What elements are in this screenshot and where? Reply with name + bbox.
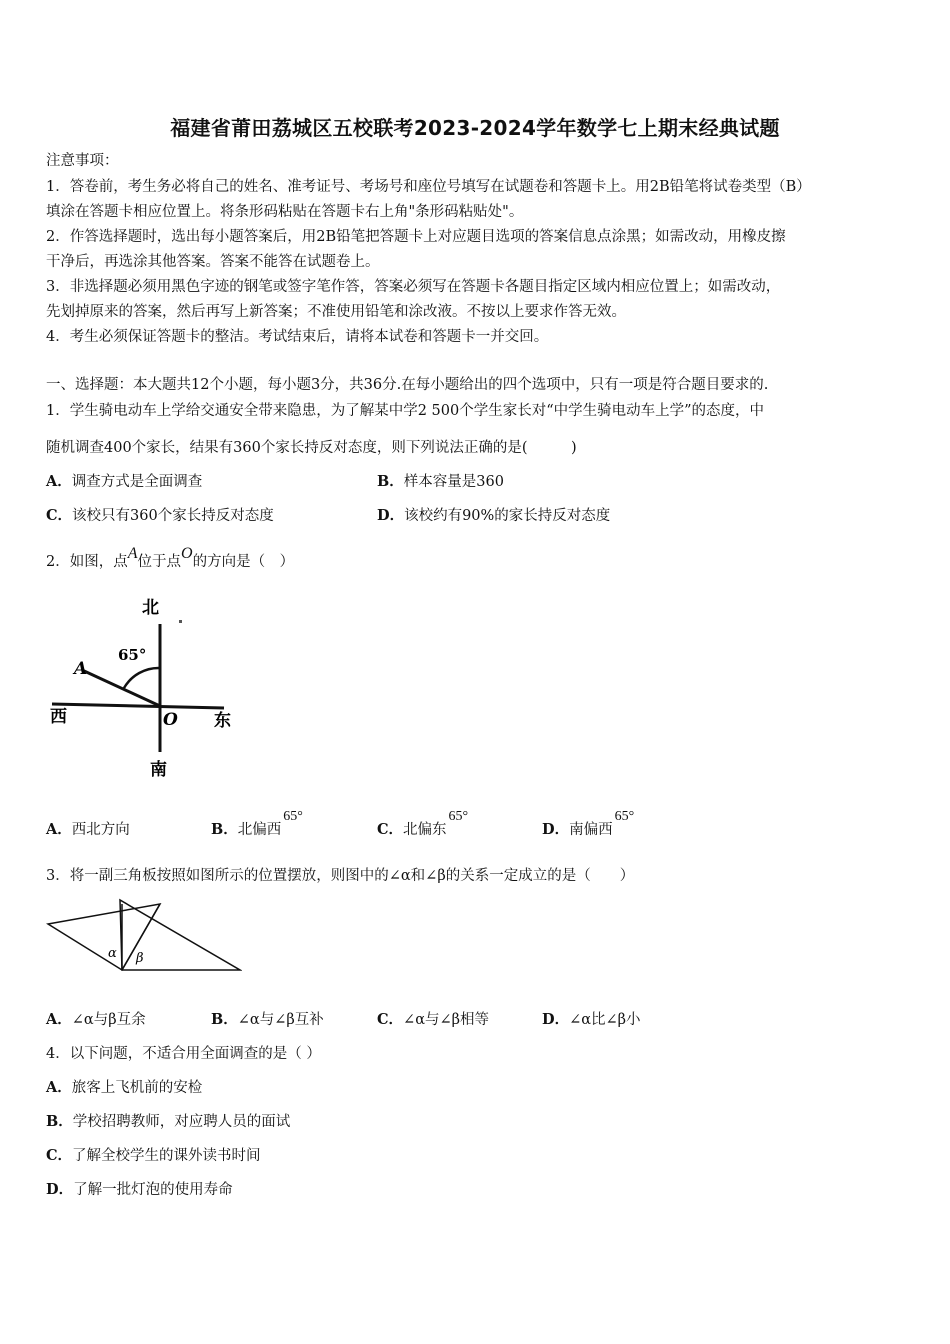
alpha-label: α — [108, 946, 117, 961]
south-label: 南 — [150, 760, 167, 780]
notice-line: 2．作答选择题时，选出每小题答案后，用2B铅笔把答题卡上对应题目选项的答案信息点涂黑；如需改动，用橡皮擦 — [46, 229, 786, 245]
notice-line: 1．答卷前，考生务必将自己的姓名、准考证号、考场号和座位号填写在试题卷和答题卡上。用2B铅笔将试卷类型（B） — [46, 179, 811, 195]
q4-option-d: D．了解一批灯泡的使用寿命 — [46, 1181, 233, 1198]
point-a-label: A — [74, 659, 88, 679]
notice-line: 填涂在答题卡相应位置上。将条形码粘贴在答题卡右上角"条形码粘贴处"。 — [46, 204, 524, 220]
q4-option-b: B．学校招聘教师，对应聘人员的面试 — [46, 1113, 291, 1130]
notice-line: 先划掉原来的答案，然后再写上新答案；不准使用铅笔和涂改液。不按以上要求作答无效。 — [46, 304, 626, 320]
notice-heading: 注意事项： — [46, 153, 119, 169]
q2-option-d: D．南偏西65° — [542, 809, 635, 838]
q4-option-a: A．旅客上飞机前的安检 — [46, 1079, 203, 1096]
q3-option-c: C．∠α与∠β相等 — [377, 1011, 490, 1028]
question-2: 2．如图，点A位于点O的方向是（ ） — [46, 545, 295, 570]
q3-option-b: B．∠α与∠β互补 — [211, 1011, 324, 1028]
notice-line: 干净后，再选涂其他答案。答案不能答在试题卷上。 — [46, 254, 380, 270]
q2-option-c: C．北偏东65° — [377, 809, 469, 838]
east-label: 东 — [214, 711, 231, 731]
question-3: 3．将一副三角板按照如图所示的位置摆放，则图中的∠α和∠β的关系一定成立的是（ ） — [46, 868, 635, 884]
angle-label: 65° — [118, 646, 147, 664]
q2-option-b: B．北偏西65° — [211, 809, 303, 838]
q2-option-a: A．西北方向 — [46, 821, 130, 838]
notice-line: 4．考生必须保证答题卡的整洁。考试结束后，请将本试卷和答题卡一并交回。 — [46, 329, 549, 345]
q4-option-c: C．了解全校学生的课外读书时间 — [46, 1147, 261, 1164]
q1-option-c: C．该校只有360个家长持反对态度 — [46, 507, 274, 524]
point-o-label: O — [163, 710, 178, 730]
beta-label: β — [136, 951, 144, 966]
page-title: 福建省莆田荔城区五校联考2023-2024学年数学七上期末经典试题 — [170, 116, 780, 140]
q1-option-b: B．样本容量是360 — [377, 473, 504, 490]
question-4: 4．以下问题，不适合用全面调查的是（ ） — [46, 1046, 321, 1062]
section-heading: 一、选择题：本大题共12个小题，每小题3分，共36分.在每小题给出的四个选项中，只有一项是符合题目要求的. — [46, 377, 769, 393]
ray-oa — [82, 670, 160, 706]
angle-arc — [124, 668, 160, 688]
north-label: 北 — [142, 598, 159, 618]
q3-option-d: D．∠α比∠β小 — [542, 1011, 641, 1028]
q1-option-d: D．该校约有90%的家长持反对态度 — [377, 507, 611, 524]
dot-mark — [179, 620, 182, 623]
triangle-figure — [46, 896, 242, 976]
notice-line: 3．非选择题必须用黑色字迹的钢笔或签字笔作答，答案必须写在答题卡各题目指定区域内相应位置上；如需改动， — [46, 279, 781, 295]
compass-figure — [46, 594, 246, 784]
q1-option-a: A．调查方式是全面调查 — [46, 473, 203, 490]
q3-option-a: A．∠α与β互余 — [46, 1011, 146, 1028]
question-1-line-2: 随机调查400个家长，结果有360个家长持反对态度，则下列说法正确的是( ) — [46, 440, 577, 456]
question-1-line-1: 1．学生骑电动车上学给交通安全带来隐患，为了解某中学2 500个学生家长对“中学生骑电动车上学”的态度，中 — [46, 403, 765, 419]
west-label: 西 — [50, 707, 67, 727]
west-east-axis — [52, 704, 224, 708]
